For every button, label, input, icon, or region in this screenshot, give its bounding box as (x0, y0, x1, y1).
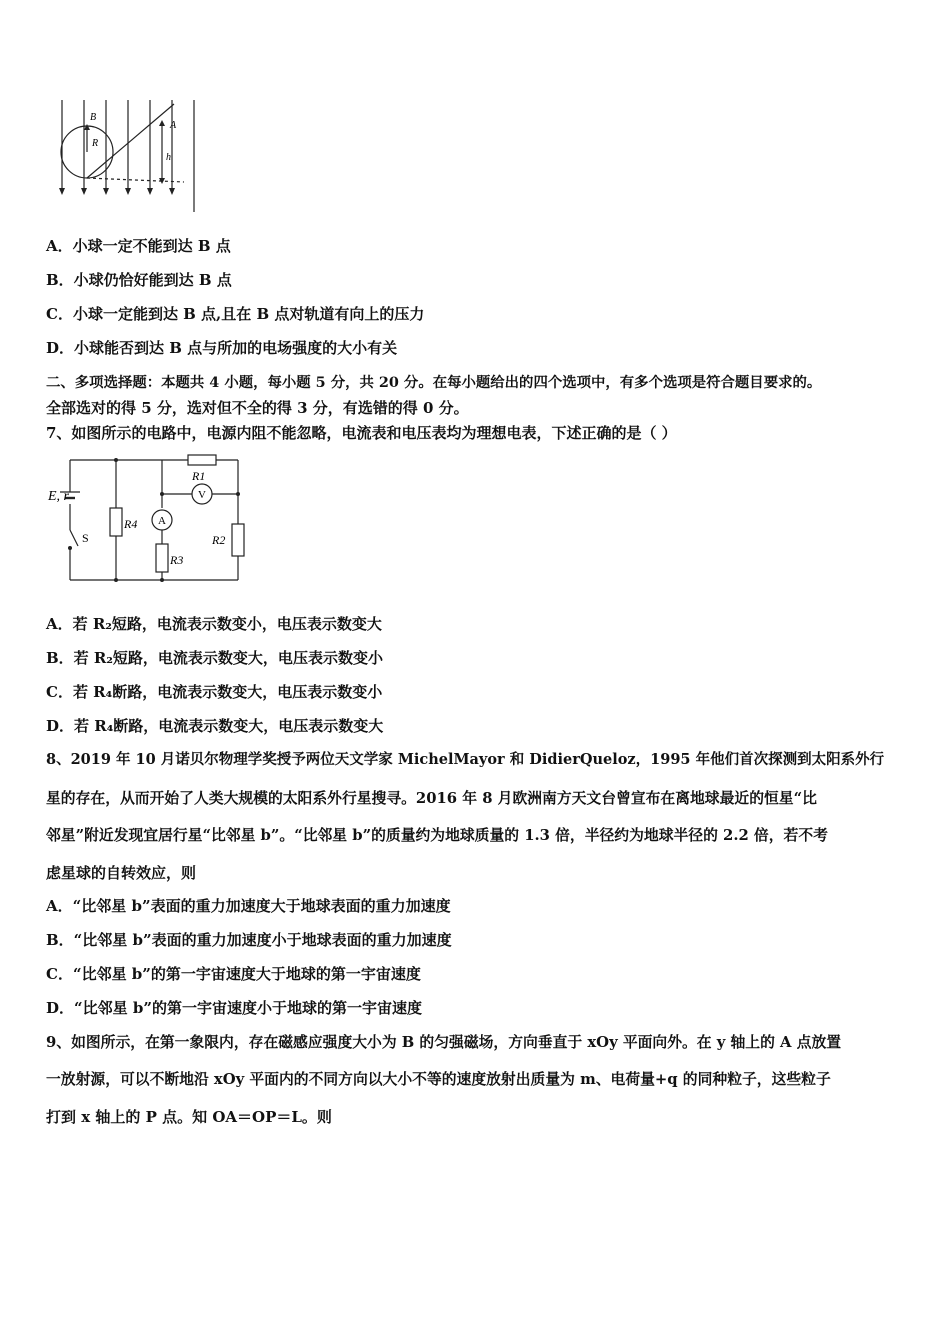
label-b: B (90, 112, 97, 123)
label-r1: R1 (192, 469, 206, 483)
q6-option-c: C．小球一定能到达 B 点,且在 B 点对轨道有向上的压力 (46, 305, 425, 323)
q7-option-a: A．若 R₂短路，电流表示数变小，电压表示数变大 (46, 615, 382, 633)
q6-option-b: B．小球仍恰好能到达 B 点 (46, 271, 232, 289)
q7-option-c: C．若 R₄断路，电流表示数变大，电压表示数变小 (46, 683, 383, 701)
label-switch: S (82, 531, 89, 545)
label-r4: R4 (124, 517, 138, 531)
label-r3: R3 (170, 553, 184, 567)
q6-option-d: D．小球能否到达 B 点与所加的电场强度的大小有关 (46, 339, 398, 357)
q8-option-c: C．“比邻星 b”的第一宇宙速度大于地球的第一宇宙速度 (46, 965, 421, 983)
circuit-figure (46, 452, 246, 588)
section2-heading-line2: 全部选对的得 5 分，选对但不全的得 3 分，有选错的得 0 分。 (46, 399, 469, 417)
label-source: E, r (48, 489, 69, 504)
label-r: R (92, 138, 99, 149)
label-h: h (166, 152, 171, 163)
q8-stem-line1: 8、2019 年 10 月诺贝尔物理学奖授予两位天文学家 MichelMayor 和 DidierQueloz，1995 年他们首次探测到太阳系外行 (46, 751, 885, 768)
q8-stem-line3: 邻星”附近发现宜居行星“比邻星 b”。“比邻星 b”的质量约为地球质量的 1.3 倍，半径约为地球半径的 2.2 倍，若不考 (46, 827, 828, 844)
q8-option-a: A．“比邻星 b”表面的重力加速度大于地球表面的重力加速度 (46, 897, 451, 915)
q9-stem-line1: 9、如图所示，在第一象限内，存在磁感应强度大小为 B 的匀强磁场，方向垂直于 xOy 平面向外。在 y 轴上的 A 点放置 (46, 1034, 842, 1051)
q6-option-a: A．小球一定不能到达 B 点 (46, 237, 231, 255)
q7-option-b: B．若 R₂短路，电流表示数变大，电压表示数变小 (46, 649, 383, 667)
ammeter-symbol: A (158, 515, 166, 527)
q9-stem-line3: 打到 x 轴上的 P 点。知 OA＝OP＝L。则 (46, 1108, 332, 1126)
q7-option-d: D．若 R₄断路，电流表示数变大，电压表示数变大 (46, 717, 384, 735)
q8-stem-line4: 虑星球的自转效应，则 (46, 864, 197, 882)
q8-stem-line2: 星的存在，从而开始了人类大规模的太阳系外行星搜寻。2016 年 8 月欧洲南方天文台曾宣布在离地球最近的恒星“比 (46, 790, 817, 807)
q9-stem-line2: 一放射源，可以不断地沿 xOy 平面内的不同方向以大小不等的速度放射出质量为 m、电荷量+q 的同种粒子，这些粒子 (46, 1071, 831, 1088)
label-a: A (170, 120, 177, 131)
q8-option-d: D．“比邻星 b”的第一宇宙速度小于地球的第一宇宙速度 (46, 999, 422, 1017)
section2-heading-line1: 二、多项选择题：本题共 4 小题，每小题 5 分，共 20 分。在每小题给出的四个选项中，有多个选项是符合题目要求的。 (46, 374, 822, 391)
label-r2: R2 (212, 533, 226, 547)
track-figure (54, 96, 204, 214)
voltmeter-symbol: V (198, 489, 206, 501)
q8-option-b: B．“比邻星 b”表面的重力加速度小于地球表面的重力加速度 (46, 931, 452, 949)
q7-stem: 7、如图所示的电路中，电源内阻不能忽略，电流表和电压表均为理想电表，下述正确的是（ ） (46, 424, 677, 442)
